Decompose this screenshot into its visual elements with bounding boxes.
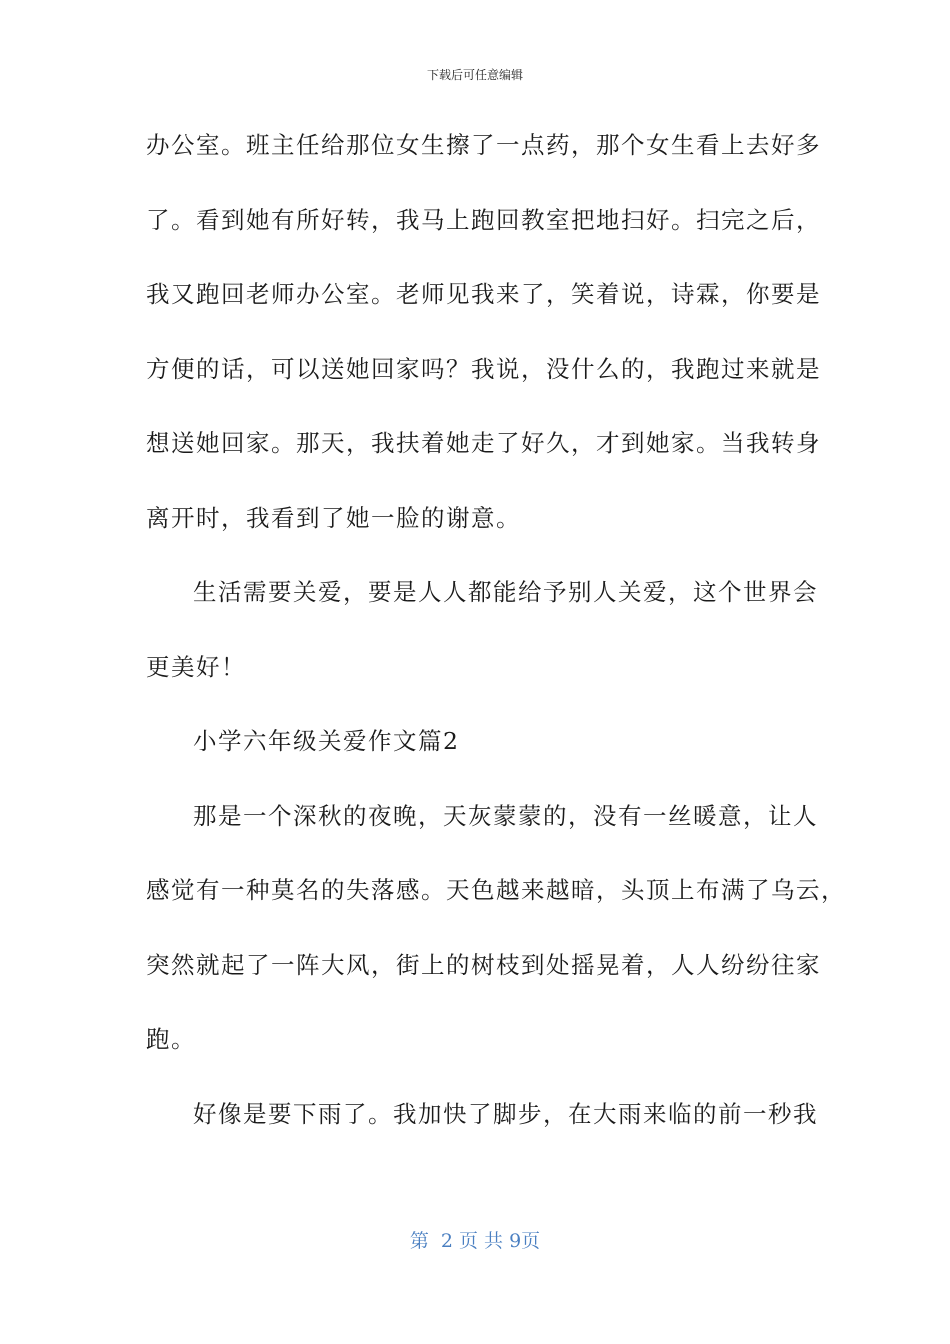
text-line: 好像是要下雨了。我加快了脚步，在大雨来临的前一秒我: [193, 1099, 818, 1128]
text-line: 突然就起了一阵大风，街上的树枝到处摇晃着，人人纷纷往家: [146, 950, 821, 979]
text-line: 更美好！: [146, 652, 246, 681]
text-line: 方便的话，可以送她回家吗？我说，没什么的，我跑过来就是: [146, 354, 821, 383]
text-line: 那是一个深秋的夜晚，天灰蒙蒙的，没有一丝暖意，让人: [193, 801, 818, 830]
text-line: 感觉有一种莫名的失落感。天色越来越暗，头顶上布满了乌云，: [146, 876, 846, 904]
page-header: 下载后可任意编辑: [426, 68, 523, 82]
text-line: 跑。: [146, 1025, 196, 1053]
section-heading: 小学六年级关爱作文篇2: [193, 727, 460, 755]
document-body: [146, 118, 846, 1161]
text-line: 离开时，我看到了她一脸的谢意。: [146, 503, 521, 532]
text-line: 我又跑回老师办公室。老师见我来了，笑着说，诗霖，你要是: [146, 280, 821, 308]
text-line: 生活需要关爱，要是人人都能给予别人关爱，这个世界会: [193, 578, 818, 606]
text-line: 了。看到她有所好转，我马上跑回教室把地扫好。扫完之后，: [146, 205, 821, 234]
text-line: 办公室。班主任给那位女生擦了一点药，那个女生看上去好多: [146, 131, 821, 159]
page-number: 第 2 页 共 9页: [409, 1230, 541, 1252]
text-line: 想送她回家。那天，我扶着她走了好久，才到她家。当我转身: [146, 429, 821, 457]
